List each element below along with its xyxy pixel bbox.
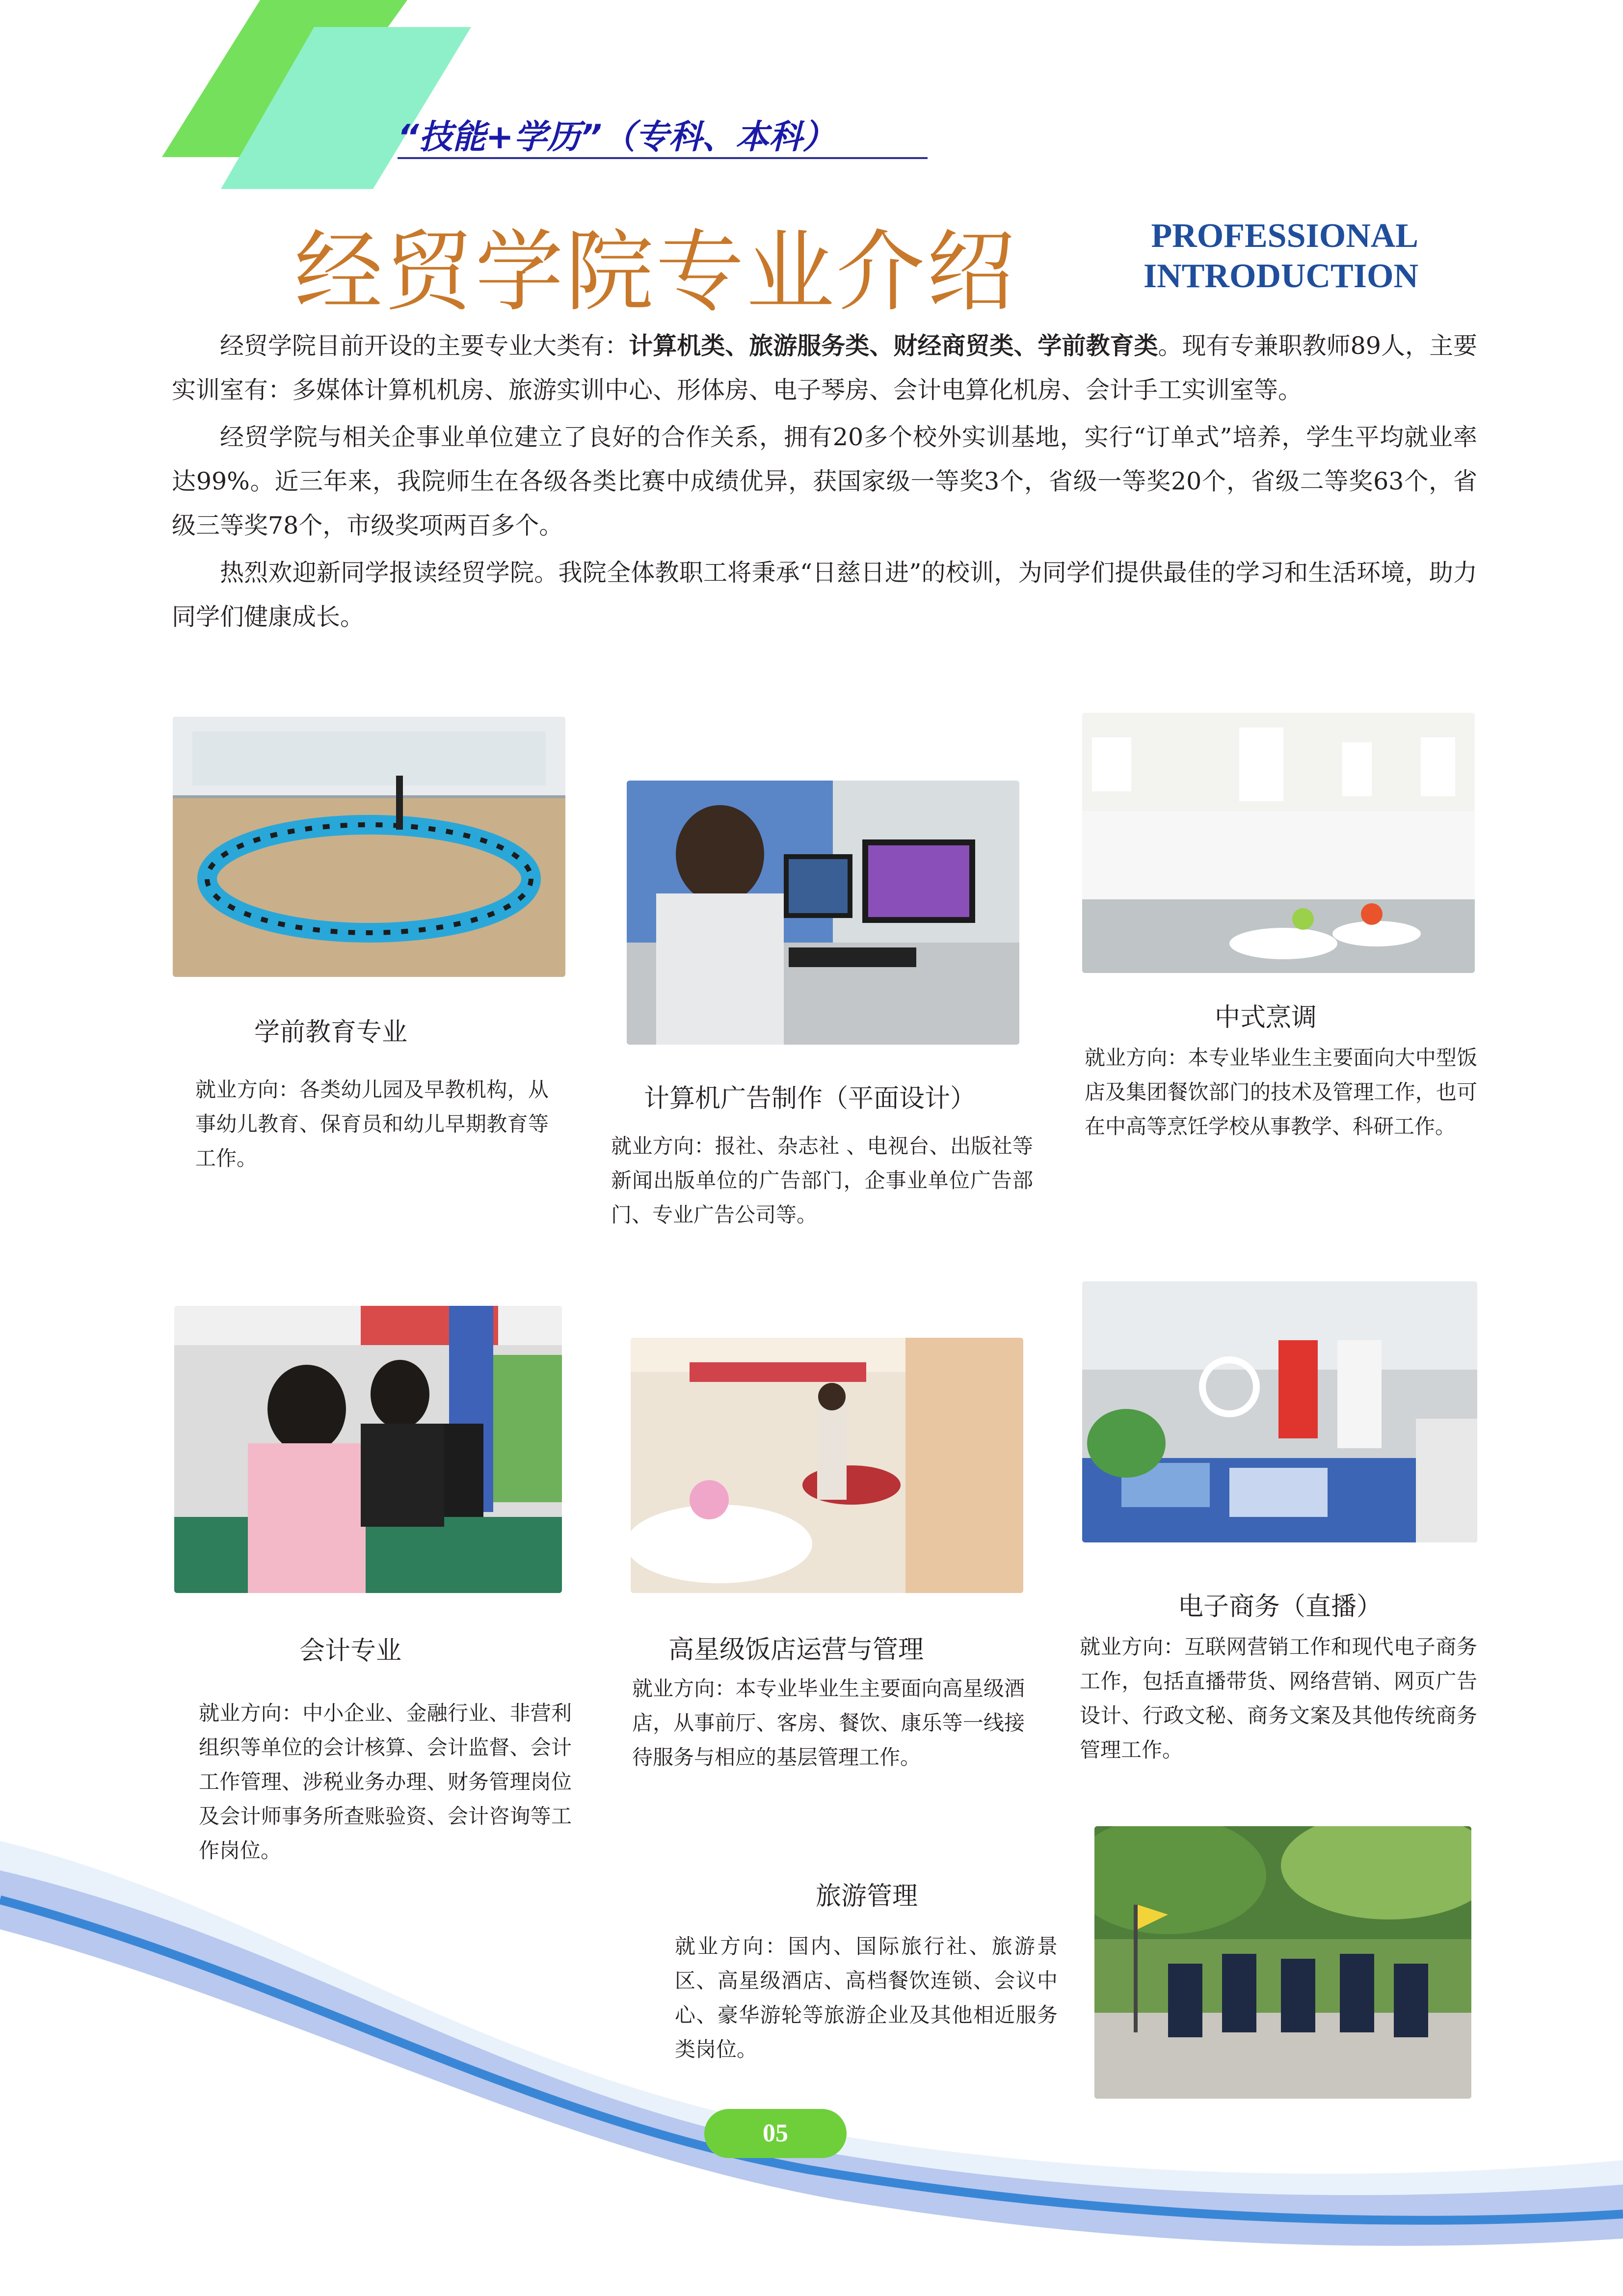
intro-paragraph-1 xyxy=(172,324,1477,412)
ecommerce-title: 电子商务（直播） xyxy=(1178,1592,1383,1621)
tourism-photo xyxy=(1094,1826,1471,2099)
header-decoration xyxy=(0,0,491,196)
cooking-photo xyxy=(1082,713,1475,973)
cooking-title: 中式烹调 xyxy=(1215,1003,1317,1032)
tagline-underline xyxy=(398,157,928,159)
title-en-line1: PROFESSIONAL xyxy=(1151,217,1418,255)
hotel-photo xyxy=(631,1338,1023,1593)
hotel-desc: 就业方向：本专业毕业生主要面向高星级酒店，从事前厅、客房、餐饮、康乐等一线接待服务与相应的基层管理工作。 xyxy=(632,1676,1025,1769)
title-en-line2: INTRODUCTION xyxy=(1143,257,1418,295)
intro-p1-lead: 经贸学院目前开设的主要专业大类有： xyxy=(220,332,629,360)
tagline: “技能+学历”（专科、本科） xyxy=(398,118,836,157)
preschool-desc: 就业方向：各类幼儿园及早教机构，从事幼儿教育、保育员和幼儿早期教育等工作。 xyxy=(195,1078,549,1170)
ecommerce-desc: 就业方向：互联网营销工作和现代电子商务工作，包括直播带货、网络营销、网页广告设计、行政文秘、商务文案及其他传统商务管理工作。 xyxy=(1080,1635,1477,1762)
page-title-english xyxy=(1070,216,1418,297)
computer-ad-photo xyxy=(627,781,1019,1045)
hotel-title: 高星级饭店运营与管理 xyxy=(668,1635,924,1665)
ecommerce-photo xyxy=(1082,1281,1477,1542)
intro-p1-rest: 。现有专兼职教师89人，主要实训室有：多媒体计算机机房、旅游实训中心、形体房、电子琴房、会计电算化机房、会计手工实训室等。 xyxy=(172,332,1477,404)
preschool-title: 学前教育专业 xyxy=(254,1018,408,1047)
accounting-title: 会计专业 xyxy=(299,1636,402,1666)
accounting-desc: 就业方向：中小企业、金融行业、非营利组织等单位的会计核算、会计监督、会计工作管理、涉税业务办理、财务管理岗位及会计师事务所查账验资、会计咨询等工作岗位。 xyxy=(199,1701,572,1863)
preschool-photo xyxy=(173,717,565,977)
page-title: 经贸学院专业介绍 xyxy=(294,221,1017,324)
computer-ad-title: 计算机广告制作（平面设计） xyxy=(644,1084,976,1113)
intro-text xyxy=(172,324,1477,642)
intro-p1-categories: 计算机类、旅游服务类、财经商贸类、学前教育类 xyxy=(629,332,1158,360)
computer-ad-desc: 就业方向：报社、杂志社 、电视台、出版社等新闻出版单位的广告部门，企事业单位广告部门、专业广告公司等。 xyxy=(611,1134,1033,1227)
page-number: 05 xyxy=(704,2109,847,2158)
tourism-title: 旅游管理 xyxy=(816,1882,918,1911)
intro-paragraph-3: 热烈欢迎新同学报读经贸学院。我院全体教职工将秉承“日慈日进”的校训，为同学们提供最佳的学习和生活环境，助力同学们健康成长。 xyxy=(172,559,1477,631)
intro-paragraph-2: 经贸学院与相关企事业单位建立了良好的合作关系，拥有20多个校外实训基地，实行“订单式”培养，学生平均就业率达99%。近三年来，我院师生在各级各类比赛中成绩优异，获国家级一等奖3个，省级一等奖20个，省级二等奖63个，省级三等奖78个，市级奖项两百多个。 xyxy=(172,423,1477,540)
accounting-photo xyxy=(174,1306,562,1593)
tourism-desc: 就业方向：国内、国际旅行社、旅游景区、高星级酒店、高档餐饮连锁、会议中心、豪华游轮等旅游企业及其他相近服务类岗位。 xyxy=(675,1934,1058,2061)
cooking-desc: 就业方向：本专业毕业生主要面向大中型饭店及集团餐饮部门的技术及管理工作，也可在中高等烹饪学校从事教学、科研工作。 xyxy=(1085,1046,1477,1138)
